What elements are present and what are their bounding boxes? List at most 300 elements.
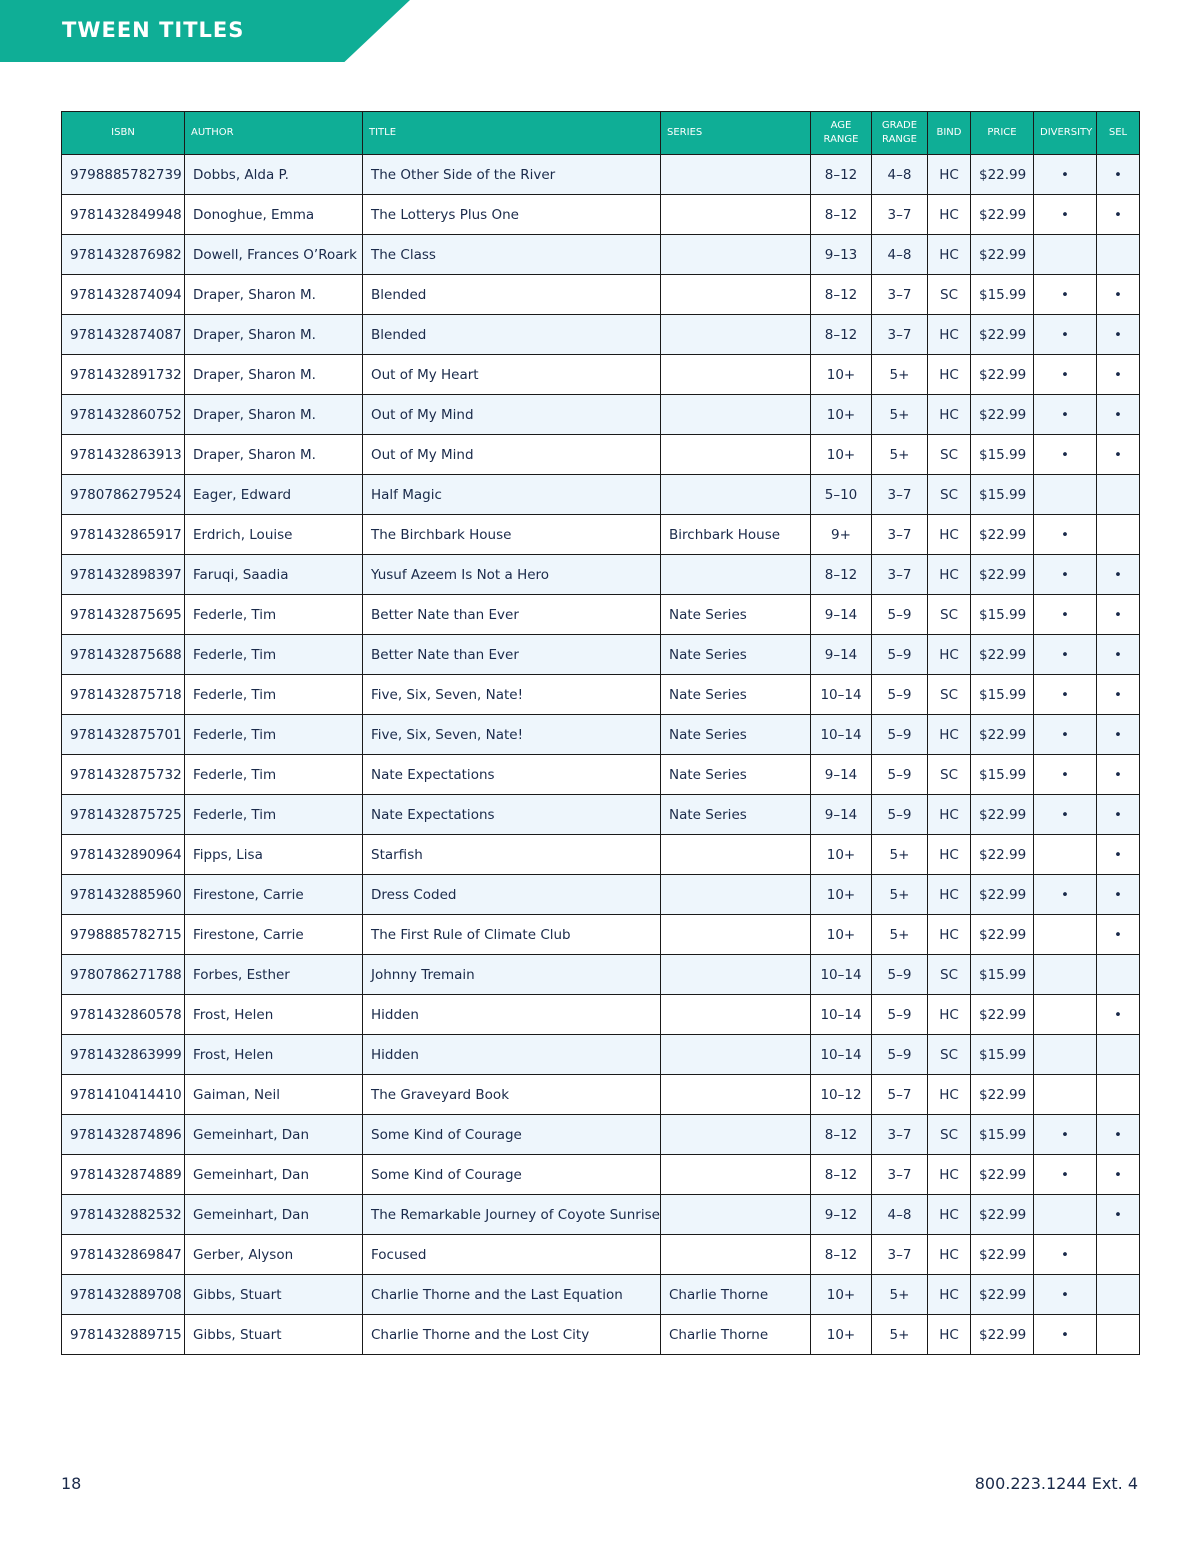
author-cell: Dowell, Frances O’Roark: [185, 235, 363, 275]
author-cell: Gemeinhart, Dan: [185, 1155, 363, 1195]
column-header-sel: SEL: [1097, 112, 1140, 155]
age-range-cell: 10+: [811, 835, 872, 875]
age-range-cell: 10–14: [811, 955, 872, 995]
age-range-cell: 8–12: [811, 1155, 872, 1195]
age-range-cell: 10+: [811, 395, 872, 435]
diversity-cell: •: [1034, 1115, 1097, 1155]
price-cell: $22.99: [971, 235, 1034, 275]
sel-cell: •: [1097, 875, 1140, 915]
age-range-cell: 9–12: [811, 1195, 872, 1235]
age-range-cell: 10–14: [811, 995, 872, 1035]
diversity-cell: •: [1034, 555, 1097, 595]
author-cell: Gibbs, Stuart: [185, 1315, 363, 1355]
diversity-cell: [1034, 1035, 1097, 1075]
isbn-cell: 9781432885960: [62, 875, 185, 915]
table-row: [62, 1115, 1140, 1155]
sel-cell: •: [1097, 275, 1140, 315]
price-cell: $15.99: [971, 955, 1034, 995]
tween-titles-table: [61, 111, 1140, 1355]
isbn-cell: 9781432874889: [62, 1155, 185, 1195]
sel-cell: •: [1097, 635, 1140, 675]
isbn-cell: 9781432875688: [62, 635, 185, 675]
author-cell: Gibbs, Stuart: [185, 1275, 363, 1315]
age-range-cell: 9–14: [811, 755, 872, 795]
diversity-cell: •: [1034, 675, 1097, 715]
author-cell: Firestone, Carrie: [185, 875, 363, 915]
diversity-cell: •: [1034, 275, 1097, 315]
table-body: [62, 155, 1140, 1355]
diversity-cell: [1034, 1075, 1097, 1115]
table-row: [62, 1075, 1140, 1115]
author-cell: Federle, Tim: [185, 715, 363, 755]
author-cell: Forbes, Esther: [185, 955, 363, 995]
column-header-series: SERIES: [661, 112, 811, 155]
diversity-cell: •: [1034, 515, 1097, 555]
series-cell: [661, 835, 811, 875]
title-cell: Blended: [363, 275, 661, 315]
price-cell: $22.99: [971, 195, 1034, 235]
series-cell: [661, 155, 811, 195]
series-cell: [661, 1035, 811, 1075]
title-cell: Hidden: [363, 995, 661, 1035]
bind-cell: SC: [928, 1115, 971, 1155]
isbn-cell: 9781432889708: [62, 1275, 185, 1315]
isbn-cell: 9781432882532: [62, 1195, 185, 1235]
bind-cell: HC: [928, 1155, 971, 1195]
age-range-cell: 10–14: [811, 1035, 872, 1075]
age-range-cell: 9–13: [811, 235, 872, 275]
grade-range-cell: 4–8: [872, 1195, 928, 1235]
diversity-cell: •: [1034, 875, 1097, 915]
bind-cell: HC: [928, 915, 971, 955]
author-cell: Erdrich, Louise: [185, 515, 363, 555]
table-row: [62, 1235, 1140, 1275]
grade-range-cell: 5–9: [872, 795, 928, 835]
table-header-row: [62, 112, 1140, 155]
sel-cell: •: [1097, 1115, 1140, 1155]
price-cell: $22.99: [971, 155, 1034, 195]
title-cell: Johnny Tremain: [363, 955, 661, 995]
title-cell: The Birchbark House: [363, 515, 661, 555]
author-cell: Federle, Tim: [185, 755, 363, 795]
table-row: [62, 435, 1140, 475]
title-cell: Some Kind of Courage: [363, 1155, 661, 1195]
sel-cell: •: [1097, 795, 1140, 835]
isbn-cell: 9781410414410: [62, 1075, 185, 1115]
age-range-cell: 8–12: [811, 155, 872, 195]
age-range-cell: 10+: [811, 1315, 872, 1355]
bind-cell: HC: [928, 395, 971, 435]
age-range-cell: 8–12: [811, 1115, 872, 1155]
isbn-cell: 9781432863913: [62, 435, 185, 475]
title-cell: Yusuf Azeem Is Not a Hero: [363, 555, 661, 595]
price-cell: $22.99: [971, 315, 1034, 355]
grade-range-cell: 5+: [872, 1315, 928, 1355]
price-cell: $15.99: [971, 435, 1034, 475]
phone-number: 800.223.1244 Ext. 4: [974, 1474, 1138, 1493]
author-cell: Federle, Tim: [185, 635, 363, 675]
column-header-bind: BIND: [928, 112, 971, 155]
title-cell: Some Kind of Courage: [363, 1115, 661, 1155]
price-cell: $22.99: [971, 995, 1034, 1035]
series-cell: [661, 395, 811, 435]
series-cell: [661, 955, 811, 995]
grade-range-cell: 3–7: [872, 1235, 928, 1275]
sel-cell: •: [1097, 395, 1140, 435]
sel-cell: [1097, 475, 1140, 515]
price-cell: $15.99: [971, 1115, 1034, 1155]
age-range-cell: 9–14: [811, 635, 872, 675]
table-row: [62, 915, 1140, 955]
table-row: [62, 675, 1140, 715]
bind-cell: HC: [928, 355, 971, 395]
price-cell: $22.99: [971, 555, 1034, 595]
diversity-cell: •: [1034, 635, 1097, 675]
sel-cell: [1097, 1235, 1140, 1275]
price-cell: $22.99: [971, 875, 1034, 915]
bind-cell: HC: [928, 835, 971, 875]
series-cell: Charlie Thorne: [661, 1315, 811, 1355]
bind-cell: HC: [928, 1195, 971, 1235]
column-header-price: PRICE: [971, 112, 1034, 155]
sel-cell: [1097, 1035, 1140, 1075]
isbn-cell: 9781432890964: [62, 835, 185, 875]
author-cell: Frost, Helen: [185, 1035, 363, 1075]
diversity-cell: •: [1034, 1155, 1097, 1195]
table-row: [62, 995, 1140, 1035]
table-row: [62, 155, 1140, 195]
isbn-cell: 9798885782715: [62, 915, 185, 955]
price-cell: $22.99: [971, 1075, 1034, 1115]
isbn-cell: 9781432889715: [62, 1315, 185, 1355]
table-row: [62, 235, 1140, 275]
diversity-cell: •: [1034, 755, 1097, 795]
title-cell: The Remarkable Journey of Coyote Sunrise: [363, 1195, 661, 1235]
sel-cell: •: [1097, 435, 1140, 475]
grade-range-cell: 4–8: [872, 235, 928, 275]
isbn-cell: 9781432874896: [62, 1115, 185, 1155]
diversity-cell: •: [1034, 795, 1097, 835]
author-cell: Federle, Tim: [185, 595, 363, 635]
isbn-cell: 9781432874087: [62, 315, 185, 355]
price-cell: $22.99: [971, 515, 1034, 555]
title-cell: The Class: [363, 235, 661, 275]
bind-cell: SC: [928, 955, 971, 995]
title-cell: The Graveyard Book: [363, 1075, 661, 1115]
grade-range-cell: 5+: [872, 875, 928, 915]
diversity-cell: •: [1034, 395, 1097, 435]
grade-range-cell: 5+: [872, 355, 928, 395]
bind-cell: HC: [928, 1235, 971, 1275]
series-cell: Nate Series: [661, 675, 811, 715]
sel-cell: •: [1097, 995, 1140, 1035]
title-cell: Blended: [363, 315, 661, 355]
diversity-cell: [1034, 995, 1097, 1035]
series-cell: [661, 1115, 811, 1155]
diversity-cell: •: [1034, 1275, 1097, 1315]
table-row: [62, 395, 1140, 435]
bind-cell: HC: [928, 235, 971, 275]
diversity-cell: •: [1034, 355, 1097, 395]
bind-cell: HC: [928, 875, 971, 915]
age-range-cell: 8–12: [811, 555, 872, 595]
author-cell: Draper, Sharon M.: [185, 395, 363, 435]
isbn-cell: 9781432875701: [62, 715, 185, 755]
price-cell: $15.99: [971, 475, 1034, 515]
isbn-cell: 9781432875718: [62, 675, 185, 715]
isbn-cell: 9781432875695: [62, 595, 185, 635]
table-row: [62, 515, 1140, 555]
age-range-cell: 10+: [811, 915, 872, 955]
series-cell: Nate Series: [661, 755, 811, 795]
diversity-cell: •: [1034, 1315, 1097, 1355]
series-cell: [661, 315, 811, 355]
table-row: [62, 955, 1140, 995]
table-row: [62, 1155, 1140, 1195]
bind-cell: HC: [928, 995, 971, 1035]
price-cell: $15.99: [971, 275, 1034, 315]
bind-cell: SC: [928, 755, 971, 795]
author-cell: Eager, Edward: [185, 475, 363, 515]
series-cell: [661, 235, 811, 275]
series-cell: Nate Series: [661, 635, 811, 675]
price-cell: $22.99: [971, 395, 1034, 435]
series-cell: [661, 475, 811, 515]
grade-range-cell: 5–9: [872, 635, 928, 675]
age-range-cell: 9–14: [811, 795, 872, 835]
price-cell: $22.99: [971, 1195, 1034, 1235]
table-row: [62, 475, 1140, 515]
isbn-cell: 9781432865917: [62, 515, 185, 555]
table-row: [62, 835, 1140, 875]
sel-cell: [1097, 955, 1140, 995]
age-range-cell: 9–14: [811, 595, 872, 635]
grade-range-cell: 5+: [872, 835, 928, 875]
series-cell: [661, 875, 811, 915]
sel-cell: •: [1097, 1195, 1140, 1235]
grade-range-cell: 5–9: [872, 675, 928, 715]
diversity-cell: •: [1034, 715, 1097, 755]
title-cell: Out of My Heart: [363, 355, 661, 395]
author-cell: Gemeinhart, Dan: [185, 1115, 363, 1155]
series-cell: Birchbark House: [661, 515, 811, 555]
sel-cell: [1097, 1075, 1140, 1115]
sel-cell: [1097, 1315, 1140, 1355]
table-row: [62, 635, 1140, 675]
sel-cell: •: [1097, 595, 1140, 635]
table-row: [62, 355, 1140, 395]
bind-cell: HC: [928, 555, 971, 595]
title-cell: The Other Side of the River: [363, 155, 661, 195]
column-header-author: AUTHOR: [185, 112, 363, 155]
table-row: [62, 275, 1140, 315]
isbn-cell: 9780786271788: [62, 955, 185, 995]
price-cell: $22.99: [971, 1235, 1034, 1275]
sel-cell: •: [1097, 555, 1140, 595]
price-cell: $22.99: [971, 1315, 1034, 1355]
title-cell: Half Magic: [363, 475, 661, 515]
isbn-cell: 9781432863999: [62, 1035, 185, 1075]
price-cell: $22.99: [971, 795, 1034, 835]
age-range-cell: 10+: [811, 355, 872, 395]
title-cell: Starfish: [363, 835, 661, 875]
isbn-cell: 9781432860578: [62, 995, 185, 1035]
diversity-cell: •: [1034, 315, 1097, 355]
isbn-cell: 9781432875732: [62, 755, 185, 795]
bind-cell: HC: [928, 635, 971, 675]
age-range-cell: 10+: [811, 435, 872, 475]
series-cell: [661, 915, 811, 955]
table-row: [62, 1275, 1140, 1315]
series-cell: [661, 1235, 811, 1275]
isbn-cell: 9781432874094: [62, 275, 185, 315]
sel-cell: •: [1097, 835, 1140, 875]
isbn-cell: 9781432860752: [62, 395, 185, 435]
author-cell: Federle, Tim: [185, 675, 363, 715]
series-cell: [661, 195, 811, 235]
grade-range-cell: 3–7: [872, 555, 928, 595]
grade-range-cell: 4–8: [872, 155, 928, 195]
grade-range-cell: 3–7: [872, 475, 928, 515]
author-cell: Draper, Sharon M.: [185, 435, 363, 475]
grade-range-cell: 5–9: [872, 595, 928, 635]
grade-range-cell: 3–7: [872, 515, 928, 555]
table-row: [62, 755, 1140, 795]
price-cell: $22.99: [971, 915, 1034, 955]
author-cell: Frost, Helen: [185, 995, 363, 1035]
column-header-title: TITLE: [363, 112, 661, 155]
column-header-isbn: ISBN: [62, 112, 185, 155]
grade-range-cell: 3–7: [872, 1115, 928, 1155]
diversity-cell: [1034, 475, 1097, 515]
title-cell: Nate Expectations: [363, 755, 661, 795]
bind-cell: SC: [928, 275, 971, 315]
bind-cell: HC: [928, 715, 971, 755]
title-cell: Out of My Mind: [363, 435, 661, 475]
series-cell: [661, 435, 811, 475]
diversity-cell: [1034, 235, 1097, 275]
sel-cell: [1097, 235, 1140, 275]
sel-cell: •: [1097, 1155, 1140, 1195]
bind-cell: SC: [928, 675, 971, 715]
age-range-cell: 9+: [811, 515, 872, 555]
diversity-cell: •: [1034, 435, 1097, 475]
sel-cell: •: [1097, 915, 1140, 955]
isbn-cell: 9781432849948: [62, 195, 185, 235]
author-cell: Dobbs, Alda P.: [185, 155, 363, 195]
diversity-cell: [1034, 915, 1097, 955]
table-row: [62, 1035, 1140, 1075]
diversity-cell: [1034, 955, 1097, 995]
grade-range-cell: 5–9: [872, 715, 928, 755]
series-cell: [661, 1195, 811, 1235]
title-cell: The Lotterys Plus One: [363, 195, 661, 235]
age-range-cell: 5–10: [811, 475, 872, 515]
author-cell: Draper, Sharon M.: [185, 355, 363, 395]
table-row: [62, 795, 1140, 835]
bind-cell: HC: [928, 795, 971, 835]
bind-cell: HC: [928, 195, 971, 235]
series-cell: [661, 275, 811, 315]
table-row: [62, 1195, 1140, 1235]
series-cell: [661, 995, 811, 1035]
grade-range-cell: 5–9: [872, 755, 928, 795]
isbn-cell: 9781432869847: [62, 1235, 185, 1275]
bind-cell: SC: [928, 1035, 971, 1075]
bind-cell: SC: [928, 475, 971, 515]
series-cell: [661, 555, 811, 595]
series-cell: [661, 355, 811, 395]
diversity-cell: •: [1034, 195, 1097, 235]
table-row: [62, 555, 1140, 595]
author-cell: Donoghue, Emma: [185, 195, 363, 235]
table-row: [62, 315, 1140, 355]
title-cell: The First Rule of Climate Club: [363, 915, 661, 955]
age-range-cell: 8–12: [811, 315, 872, 355]
title-cell: Better Nate than Ever: [363, 595, 661, 635]
grade-range-cell: 5–9: [872, 995, 928, 1035]
title-cell: Nate Expectations: [363, 795, 661, 835]
sel-cell: [1097, 1275, 1140, 1315]
author-cell: Firestone, Carrie: [185, 915, 363, 955]
title-cell: Five, Six, Seven, Nate!: [363, 675, 661, 715]
page-number: 18: [61, 1474, 82, 1493]
bind-cell: HC: [928, 155, 971, 195]
series-cell: Charlie Thorne: [661, 1275, 811, 1315]
grade-range-cell: 5+: [872, 395, 928, 435]
title-cell: Out of My Mind: [363, 395, 661, 435]
table-row: [62, 1315, 1140, 1355]
grade-range-cell: 3–7: [872, 315, 928, 355]
diversity-cell: [1034, 1195, 1097, 1235]
series-cell: [661, 1155, 811, 1195]
title-cell: Dress Coded: [363, 875, 661, 915]
grade-range-cell: 5–7: [872, 1075, 928, 1115]
age-range-cell: 10–12: [811, 1075, 872, 1115]
column-header-age-range: AGE RANGE: [811, 112, 872, 155]
table-row: [62, 715, 1140, 755]
grade-range-cell: 3–7: [872, 1155, 928, 1195]
price-cell: $22.99: [971, 1275, 1034, 1315]
column-header-grade-range: GRADE RANGE: [872, 112, 928, 155]
author-cell: Draper, Sharon M.: [185, 315, 363, 355]
bind-cell: HC: [928, 1075, 971, 1115]
age-range-cell: 10+: [811, 1275, 872, 1315]
bind-cell: HC: [928, 315, 971, 355]
diversity-cell: •: [1034, 595, 1097, 635]
title-cell: Charlie Thorne and the Last Equation: [363, 1275, 661, 1315]
grade-range-cell: 5–9: [872, 955, 928, 995]
isbn-cell: 9781432898397: [62, 555, 185, 595]
title-cell: Better Nate than Ever: [363, 635, 661, 675]
age-range-cell: 10+: [811, 875, 872, 915]
age-range-cell: 8–12: [811, 1235, 872, 1275]
sel-cell: •: [1097, 355, 1140, 395]
price-cell: $15.99: [971, 1035, 1034, 1075]
grade-range-cell: 5–9: [872, 1035, 928, 1075]
title-cell: Five, Six, Seven, Nate!: [363, 715, 661, 755]
page-title: TWEEN TITLES: [62, 18, 245, 42]
bind-cell: HC: [928, 1275, 971, 1315]
author-cell: Draper, Sharon M.: [185, 275, 363, 315]
diversity-cell: •: [1034, 155, 1097, 195]
title-cell: Hidden: [363, 1035, 661, 1075]
grade-range-cell: 3–7: [872, 195, 928, 235]
isbn-cell: 9781432875725: [62, 795, 185, 835]
sel-cell: •: [1097, 675, 1140, 715]
author-cell: Faruqi, Saadia: [185, 555, 363, 595]
series-cell: Nate Series: [661, 795, 811, 835]
